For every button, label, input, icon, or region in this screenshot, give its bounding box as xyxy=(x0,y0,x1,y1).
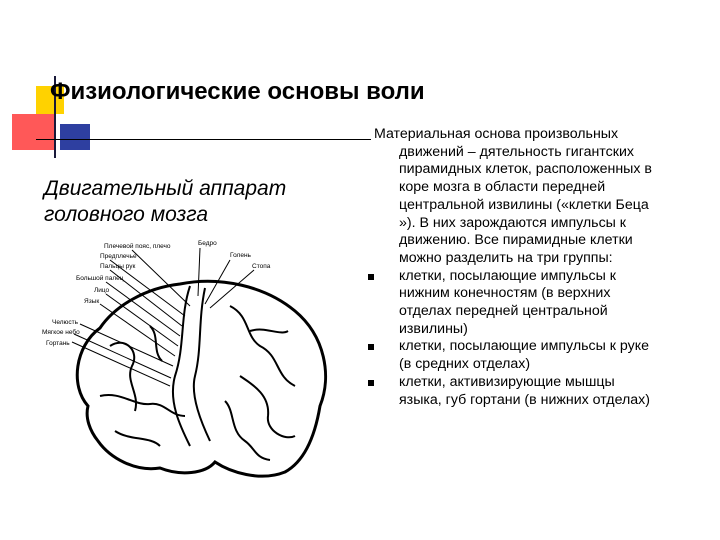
list-item-text: клетки, посылающие импульсы к руке (в средних отделах) xyxy=(399,338,649,373)
label-fingers: Пальцы рук xyxy=(100,263,136,270)
bullet-square-icon xyxy=(368,274,374,280)
label-forearm: Предплечье xyxy=(100,253,137,260)
title-underline xyxy=(36,139,371,140)
label-tongue: Язык xyxy=(84,298,100,305)
label-shin: Голень xyxy=(230,252,251,259)
label-foot: Стопа xyxy=(252,263,271,270)
cell-groups-list xyxy=(374,268,656,410)
intro-first-line: Материальная основа произвольных xyxy=(374,126,619,142)
intro-paragraph xyxy=(374,126,656,268)
label-thigh: Бедро xyxy=(198,240,217,247)
label-thumb: Большой палец xyxy=(76,275,124,282)
list-item xyxy=(374,268,656,339)
label-soft-palate: Мягкое небо xyxy=(42,329,80,336)
decor-blue-square xyxy=(60,124,90,150)
intro-rest: движений – дятельность гигантских пирамидных клеток, расположенных в коре мозга в области передней центральной извилины («клетки Беца »). В них зарождаются импульсы к движению. Все пирамидные клетки можно разделить на три группы: xyxy=(399,143,652,266)
brain-motor-area-illustration xyxy=(40,236,340,486)
label-face: Лицо xyxy=(94,287,110,294)
bullet-square-icon xyxy=(368,380,374,386)
description-block xyxy=(374,126,656,409)
label-shoulder: Плечевой пояс, плечо xyxy=(104,243,171,250)
list-item-text: клетки, активизирующие мышцы языка, губ гортани (в нижних отделах) xyxy=(399,373,650,408)
figure-caption: Двигательный аппарат головного мозга xyxy=(44,177,287,226)
list-item xyxy=(374,374,656,409)
label-jaw: Челюсть xyxy=(52,319,79,326)
slide-title: Физиологические основы воли xyxy=(50,78,425,105)
list-item xyxy=(374,338,656,373)
bullet-square-icon xyxy=(368,344,374,350)
list-item-text: клетки, посылающие импульсы к нижним конечностям (в верхних отделах передней центральной извилины) xyxy=(399,267,616,337)
decor-red-square xyxy=(12,114,56,150)
label-larynx: Гортань xyxy=(46,340,70,347)
